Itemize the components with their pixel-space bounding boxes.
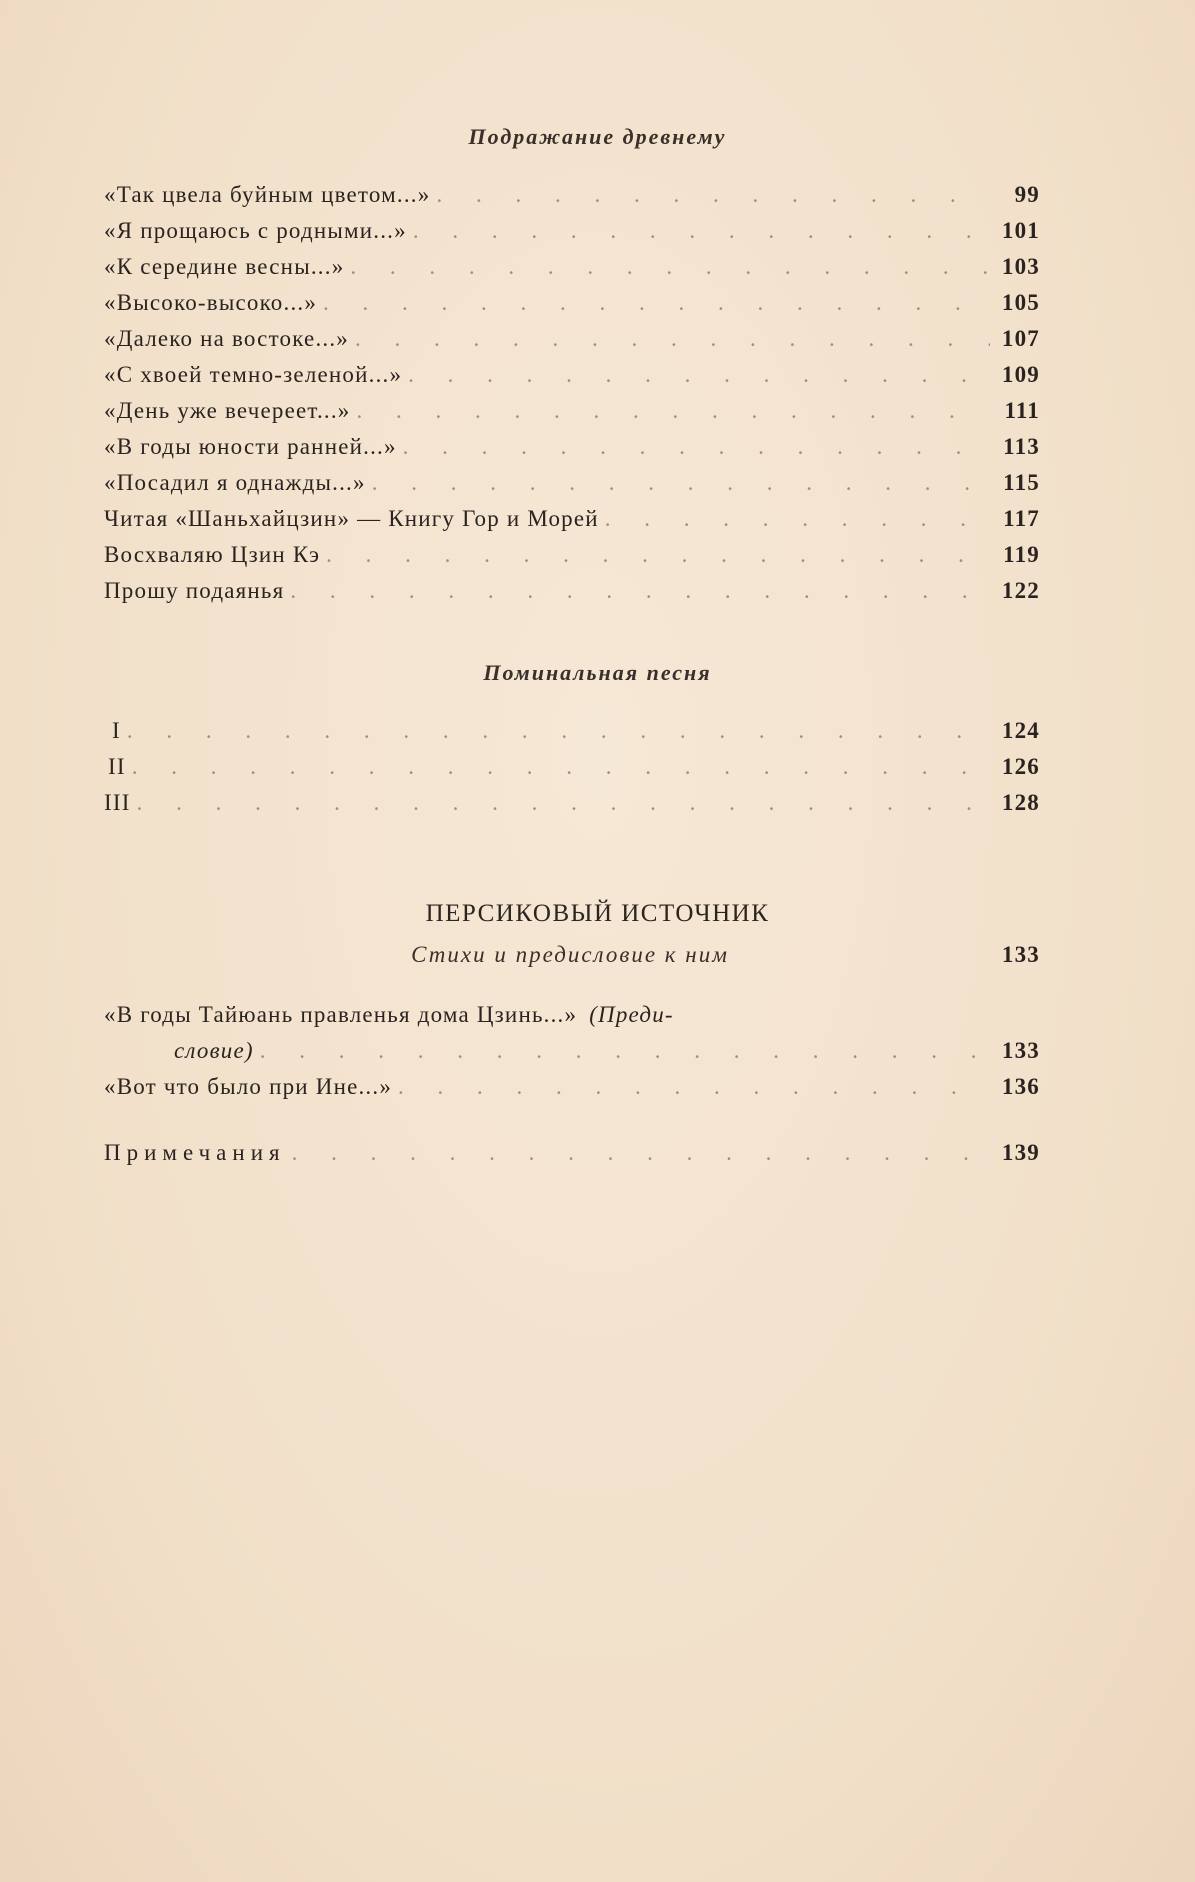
entry-page: 117: [1003, 506, 1040, 531]
leader-dots: [355, 326, 990, 352]
toc-section-3: [104, 1002, 1040, 1110]
leader-dots: [323, 290, 990, 316]
entry-page: 111: [1004, 398, 1040, 423]
entry-title: «День уже вечереет...»: [104, 398, 351, 423]
toc-entry: [104, 1074, 1040, 1110]
entry-title: Примечания: [104, 1140, 286, 1165]
toc-notes: [104, 1140, 1040, 1176]
entry-title: «Далеко на востоке...»: [104, 326, 350, 351]
leader-dots: [357, 398, 991, 424]
leader-dots: [132, 754, 990, 780]
entry-note: (Преди-: [589, 1002, 674, 1027]
entry-page: 126: [1001, 754, 1040, 779]
leader-dots: [605, 506, 990, 532]
leader-dots: [137, 790, 990, 816]
entry-page: 133: [1001, 942, 1040, 967]
toc-entry: [104, 754, 1040, 790]
entry-title: «Посадил я однажды...»: [104, 470, 366, 495]
entry-page: 133: [1001, 1038, 1040, 1063]
subtitle-row: [104, 942, 1040, 978]
entry-title: «Так цвела буйным цветом...»: [104, 182, 431, 207]
section-subtitle: Стихи и предисловие к ним: [411, 942, 729, 967]
entry-page: 124: [1001, 718, 1040, 743]
toc-entry-line1: [104, 1002, 1040, 1038]
leader-dots: [292, 1140, 990, 1166]
leader-dots: [372, 470, 990, 496]
toc-entry: [104, 470, 1040, 506]
leader-dots: [350, 254, 990, 280]
entry-title: «В годы Тайюань правленья дома Цзинь...»: [104, 1002, 578, 1027]
toc-entry: [104, 542, 1040, 578]
toc-entry: [104, 254, 1040, 290]
entry-page: 99: [1014, 182, 1040, 207]
leader-dots: [403, 434, 990, 460]
entry-page: 119: [1003, 542, 1040, 567]
entry-note-cont: словие): [174, 1038, 254, 1063]
entry-title: III: [104, 790, 131, 815]
entry-title: «Высоко-высоко...»: [104, 290, 318, 315]
entry-title: «С хвоей темно-зеленой...»: [104, 362, 403, 387]
entry-title: «К середине весны...»: [104, 254, 345, 279]
entry-page: 122: [1001, 578, 1040, 603]
toc-entry: [104, 434, 1040, 470]
entry-title: Читая «Шаньхайцзин» — Книгу Гор и Морей: [104, 506, 599, 531]
leader-dots: [127, 718, 990, 744]
leader-dots: [413, 218, 990, 244]
entry-page: 105: [1001, 290, 1040, 315]
toc-section-2: [104, 718, 1040, 826]
leader-dots: [326, 542, 990, 568]
section-title-imitation: Подражание древнему: [468, 124, 727, 149]
entry-title: II: [108, 754, 126, 779]
toc-section-1: [104, 182, 1040, 614]
entry-page: 115: [1003, 470, 1040, 495]
toc-entry: [104, 790, 1040, 826]
toc-entry: [104, 1140, 1040, 1176]
entry-page: 113: [1003, 434, 1040, 459]
entry-title: I: [112, 718, 121, 743]
leader-dots: [408, 362, 990, 388]
section-title-memorial-song: Поминальная песня: [483, 660, 712, 685]
toc-entry: [104, 290, 1040, 326]
entry-page: 136: [1001, 1074, 1040, 1099]
entry-page: 109: [1001, 362, 1040, 387]
entry-title: «Я прощаюсь с родными...»: [104, 218, 407, 243]
toc-entry: [104, 182, 1040, 218]
section-title-peach-spring: ПЕРСИКОВЫЙ ИСТОЧНИК: [425, 900, 770, 927]
toc-entry: [104, 398, 1040, 434]
entry-title: «Вот что было при Ине...»: [104, 1074, 393, 1099]
leader-dots: [436, 182, 990, 208]
toc-entry: [104, 718, 1040, 754]
entry-title: Восхваляю Цзин Кэ: [104, 542, 321, 567]
toc-entry: [104, 362, 1040, 398]
toc-entry: [104, 326, 1040, 362]
toc-entry: [104, 218, 1040, 254]
entry-page: 107: [1001, 326, 1040, 351]
entry-page: 128: [1001, 790, 1040, 815]
entry-page: 139: [1001, 1140, 1040, 1165]
entry-title: Прошу подаянья: [104, 578, 285, 603]
leader-dots: [398, 1074, 990, 1100]
entry-title: «В годы юности ранней...»: [104, 434, 397, 459]
toc-entry: [104, 578, 1040, 614]
leader-dots: [260, 1038, 990, 1064]
toc-entry-line2: [104, 1038, 1040, 1074]
toc-entry: [104, 506, 1040, 542]
entry-page: 103: [1001, 254, 1040, 279]
entry-page: 101: [1001, 218, 1040, 243]
leader-dots: [290, 578, 990, 604]
